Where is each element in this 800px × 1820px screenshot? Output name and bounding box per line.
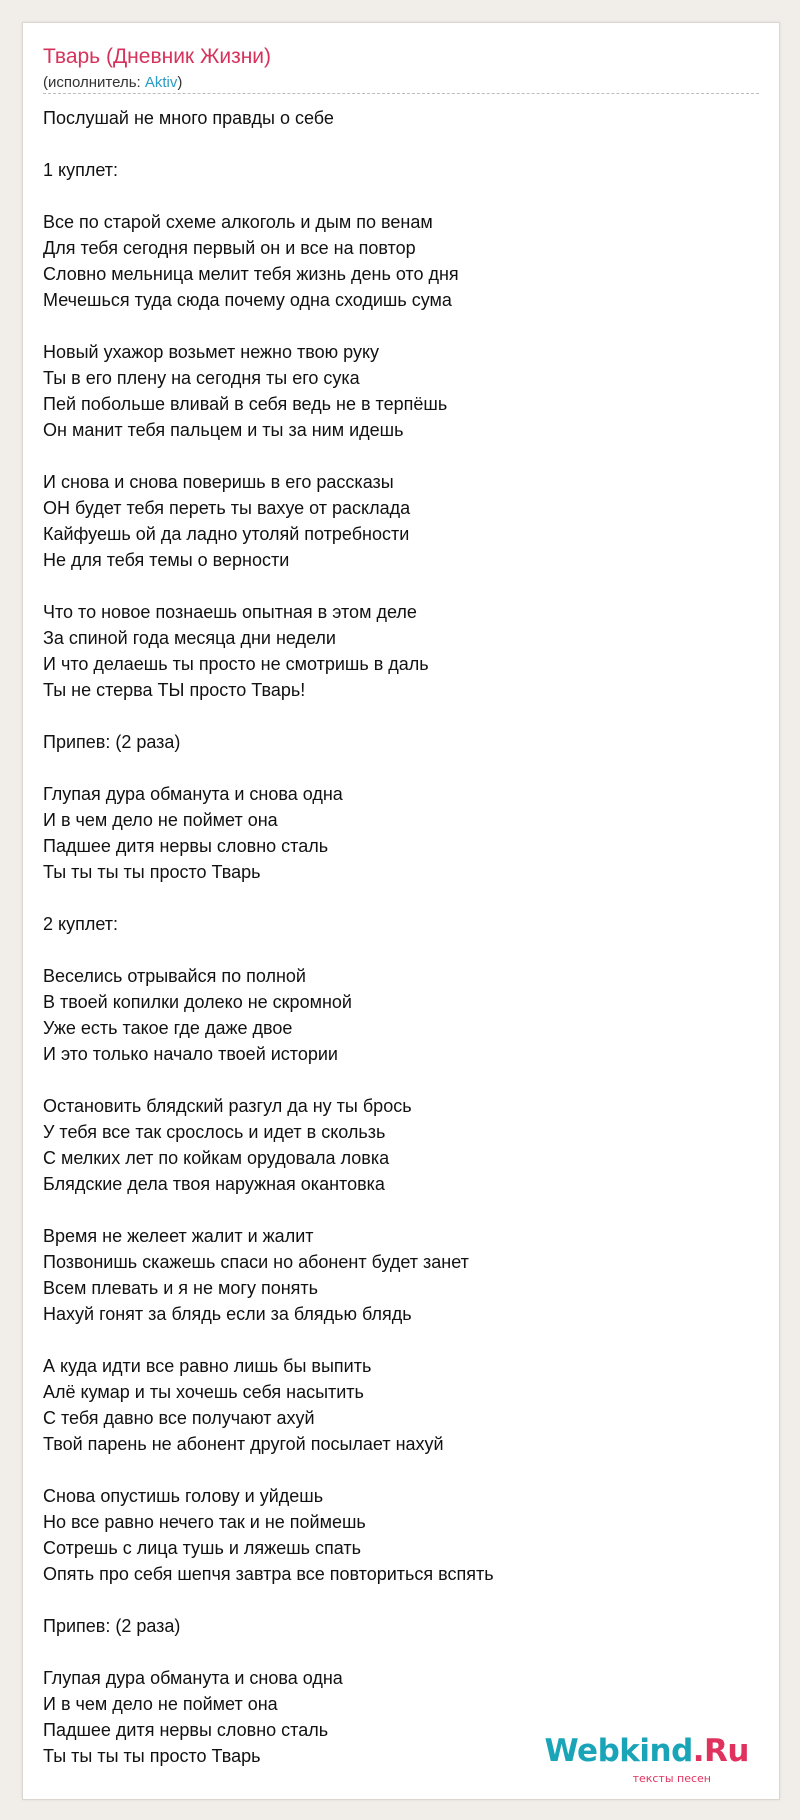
lyrics-line: Блядские дела твоя наружная окантовка — [43, 1174, 385, 1194]
lyrics-blank-line — [43, 755, 759, 781]
site-logo[interactable] — [544, 1733, 749, 1789]
lyrics-line: Для тебя сегодня первый он и все на повтор — [43, 238, 416, 258]
lyrics-line: Ты ты ты ты просто Тварь — [43, 1746, 261, 1766]
lyrics-line: И в чем дело не поймет она — [43, 810, 278, 830]
lyrics-blank-line — [43, 313, 759, 339]
lyrics-line: Всем плевать и я не могу понять — [43, 1278, 319, 1298]
lyrics-line: ОН будет тебя переть ты вахуе от расклада — [43, 498, 411, 518]
lyrics-line: Но все равно нечего так и не поймешь — [43, 1512, 366, 1532]
lyrics-blank-line — [43, 443, 759, 469]
lyrics-blank-line — [43, 573, 759, 599]
lyrics-blank-line — [43, 131, 759, 157]
lyrics-line: А куда идти все равно лишь бы выпить — [43, 1356, 372, 1376]
lyrics-line: Нахуй гонят за блядь если за блядью блядь — [43, 1304, 412, 1324]
lyrics-line: Снова опустишь голову и уйдешь — [43, 1486, 324, 1506]
lyrics-line: И снова и снова поверишь в его рассказы — [43, 472, 394, 492]
lyrics-blank-line — [43, 1067, 759, 1093]
lyrics-line: В твоей копилки долеко не скромной — [43, 992, 352, 1012]
lyrics-line: Припев: (2 раза) — [43, 1616, 181, 1636]
lyrics-line: Ты не стерва ТЫ просто Тварь! — [43, 680, 306, 700]
lyrics-line: Глупая дура обманута и снова одна — [43, 784, 343, 804]
lyrics-line: За спиной года месяца дни недели — [43, 628, 336, 648]
lyrics-line: Твой парень не абонент другой посылает нахуй — [43, 1434, 444, 1454]
lyrics-line: Мечешься туда сюда почему одна сходишь сума — [43, 290, 452, 310]
lyrics-line: Кайфуешь ой да ладно утоляй потребности — [43, 524, 410, 544]
lyrics-line: Что то новое познаешь опытная в этом деле — [43, 602, 417, 622]
lyrics-blank-line — [43, 703, 759, 729]
song-title: Тварь (Дневник Жизни) — [43, 45, 272, 68]
logo-main-text: Webkind — [544, 1733, 693, 1769]
artist-line — [43, 74, 182, 91]
lyrics-line: Пей побольше вливай в себя ведь не в терпёшь — [43, 394, 448, 414]
lyrics-line: И в чем дело не поймет она — [43, 1694, 278, 1714]
lyrics-line: И что делаешь ты просто не смотришь в даль — [43, 654, 429, 674]
lyrics-line: С тебя давно все получают ахуй — [43, 1408, 315, 1428]
artist-prefix: (исполнитель: — [43, 74, 145, 91]
lyrics-line: Позвонишь скажешь спаси но абонент будет занет — [43, 1252, 469, 1272]
lyrics-line: Припев: (2 раза) — [43, 732, 181, 752]
artist-suffix: ) — [177, 74, 183, 91]
logo-suffix: .Ru — [692, 1733, 749, 1769]
lyrics-line: И это только начало твоей истории — [43, 1044, 338, 1064]
lyrics-blank-line — [43, 1587, 759, 1613]
logo-wordmark — [544, 1733, 749, 1769]
lyrics-line: Веселись отрывайся по полной — [43, 966, 306, 986]
lyrics-blank-line — [43, 937, 759, 963]
lyrics-line: Не для тебя темы о верности — [43, 550, 290, 570]
lyrics-blank-line — [43, 1639, 759, 1665]
lyrics-line: Остановить блядский разгул да ну ты брось — [43, 1096, 412, 1116]
lyrics-blank-line — [43, 1327, 759, 1353]
lyrics-line: Ты в его плену на сегодня ты его сука — [43, 368, 360, 388]
lyrics-blank-line — [43, 183, 759, 209]
lyrics-blank-line — [43, 1197, 759, 1223]
lyrics-line: Словно мельница мелит тебя жизнь день ото дня — [43, 264, 459, 284]
lyrics-line: Уже есть такое где даже двое — [43, 1018, 293, 1038]
lyrics-line: 1 куплет: — [43, 160, 118, 180]
lyrics-card — [22, 22, 780, 1800]
lyrics-line: Время не желеет жалит и жалит — [43, 1226, 314, 1246]
lyrics-line: Падшее дитя нервы словно сталь — [43, 836, 329, 856]
lyrics-line: Послушай не много правды о себе — [43, 108, 334, 128]
lyrics-line: Падшее дитя нервы словно сталь — [43, 1720, 329, 1740]
lyrics-blank-line — [43, 1457, 759, 1483]
lyrics-line: Сотрешь с лица тушь и ляжешь спать — [43, 1538, 362, 1558]
lyrics-line: Алё кумар и ты хочешь себя насытить — [43, 1382, 364, 1402]
lyrics-line: Ты ты ты ты просто Тварь — [43, 862, 261, 882]
lyrics-blank-line — [43, 885, 759, 911]
lyrics-text — [43, 105, 759, 1769]
artist-link[interactable]: Aktiv — [144, 74, 178, 91]
lyrics-line: С мелких лет по койкам орудовала ловка — [43, 1148, 390, 1168]
lyrics-line: Глупая дура обманута и снова одна — [43, 1668, 343, 1688]
lyrics-line: У тебя все так срослось и идет в скользь — [43, 1122, 386, 1142]
lyrics-line: Новый ухажор возьмет нежно твою руку — [43, 342, 380, 362]
header-divider — [43, 93, 759, 94]
lyrics-line: Он манит тебя пальцем и ты за ним идешь — [43, 420, 404, 440]
lyrics-line: Опять про себя шепчя завтра все повториться вспять — [43, 1564, 494, 1584]
lyrics-line: Все по старой схеме алкоголь и дым по венам — [43, 212, 433, 232]
lyrics-line: 2 куплет: — [43, 914, 118, 934]
logo-subtitle: тексты песен — [632, 1772, 711, 1785]
